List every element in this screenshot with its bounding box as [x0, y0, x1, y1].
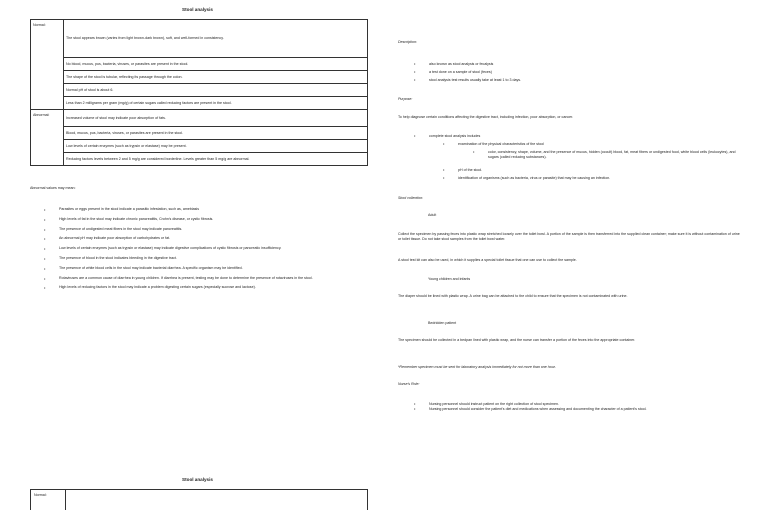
normal-label: Normal: [31, 20, 64, 110]
list-item: • pH of the stool. [443, 166, 743, 174]
description-list [414, 60, 754, 84]
kit-text: A stool test kit can also be used, in which it supplies a special toilet tissue that one can use to collect the sample. [398, 258, 577, 262]
list-item: • The presence of blood in the stool indicates bleeding in the digestive tract. [44, 254, 366, 264]
infant-heading: Young children and infants [428, 277, 471, 281]
page3-table [30, 489, 368, 510]
list-item: • also known as stool analysis or fecalysis [414, 60, 754, 68]
abnormal-row: Low levels of certain enzymes (such as trypsin or elastase) may be present. [64, 140, 368, 153]
list-item: • The presence of undigested meat fibers in the stool may indicate pancreatitis. [44, 225, 366, 235]
normal-row: Normal pH of stool is about 6. [64, 84, 368, 97]
purpose-sublist-2 [443, 166, 743, 182]
adult-text: Collect the specimen by passing feces into plastic wrap stretched loosely over the toilet bowl. A portion of the sample is then transferred into the supplied clean container; make sure it is without contamination of urine or toilet tissue. Do not take stool samples from the toilet bowl water. [398, 232, 740, 241]
bedridden-text: The specimen should be collected in a bedpan lined with plastic wrap, and the nurse can transfer a portion of the feces into the appropriate container. [398, 338, 636, 342]
list-item: • identification of organisms (such as bacteria, virus or parasite) that may be causing an infection. [443, 174, 743, 182]
list-item: • The presence of white blood cells in the stool may indicate bacterial diarrhea. A specific organism may be identified. [44, 264, 366, 274]
list-item: • stool analysis test results usually take at least 1 to 3 days. [414, 76, 754, 84]
infant-text: The diaper should be lined with plastic wrap. A urine bag can be attached to the child to ensure that the specimen is not contaminated with urine. [398, 294, 628, 298]
page3-normal-label: Normal: [34, 493, 47, 497]
list-item: • Nursing personnel should consider the patient's diet and medications when assessing and documenting the character of a patient's stool. [414, 407, 744, 412]
page3-column-divider [65, 490, 66, 510]
list-item: • An abnormal pH may indicate poor absorption of carbohydrates or fat. [44, 234, 366, 244]
list-item: • Low levels of certain enzymes (such as trypsin or elastase) may indicate digestive complications of cystic fibrosis or pancreatic insufficiency. [44, 244, 366, 254]
list-item: • color, consistency, shape, volume, and the presence of mucus, hidden (occult) blood, fat, meat fibers or undigested food, white blood cells (leukocytes), and sugars (called reducing substances). [473, 150, 743, 159]
purpose-text: To help diagnose certain conditions affecting the digestive tract, including infection, poor absorption, or cancer. [398, 115, 574, 119]
page1-title: Stool analysis [182, 7, 213, 12]
abnormal-label: Abnormal: [31, 110, 64, 166]
remember-note: *Remember specimen must be sent for laboratory analysis immediately for not more than one hour. [398, 365, 556, 369]
list-item: • Rotaviruses are a common cause of diarrhea in young children. If diarrhea is present, testing may be done to determine the presence of rotaviruses in the stool. [44, 274, 366, 284]
description-heading: Description: [398, 40, 417, 44]
abnormal-intro: Abnormal values may mean: [30, 186, 76, 190]
list-item: • Nursing personnel should instruct patient on the right collection of stool specimen. [414, 402, 744, 407]
purpose-detail-list [473, 150, 743, 159]
list-item: • examination of the physical characteristics of the stool [443, 142, 743, 147]
collection-heading: Stool collection: [398, 196, 424, 200]
normal-row: Less than 2 milligrams per gram (mg/g) of certain sugars called reducing factors are present in the stool. [64, 97, 368, 110]
list-item: • a test done on a sample of stool (feces) [414, 68, 754, 76]
normal-row: No blood, mucus, pus, bacteria, viruses, or parasites are present in the stool. [64, 58, 368, 71]
purpose-sublist [443, 142, 743, 147]
bedridden-heading: Bedridden patient [428, 321, 457, 325]
normal-row: The stool appears brown (varies from light brown-dark brown), soft, and well-formed in consistency. [64, 20, 368, 58]
adult-heading: Adult [428, 213, 437, 217]
normal-row: The shape of the stool is tubular, reflecting its passage through the colon. [64, 71, 368, 84]
list-item: • Parasites or eggs present in the stool indicate a parasitic infestation, such as, amebiasis [44, 205, 366, 215]
normal-abnormal-table [30, 19, 368, 166]
abnormal-row: Reducing factors levels between 2 and 5 mg/g are considered borderline. Levels greater than 5 mg/g are abnormal. [64, 153, 368, 166]
nurse-role-heading: Nurse's Role: [398, 382, 420, 386]
abnormal-meanings-list [44, 205, 366, 293]
list-item: • High levels of reducing factors in the stool may indicate a problem digesting certain sugars (especially sucrose and lactose). [44, 283, 366, 293]
list-item: • High levels of fat in the stool may indicate chronic pancreatitis, Crohn's disease, or cystic fibrosis. [44, 215, 366, 225]
page3-title: Stool analysis [182, 477, 213, 482]
list-item: • complete stool analysis includes [414, 134, 744, 139]
purpose-heading: Purpose: [398, 97, 413, 101]
abnormal-row: Increased volume of stool may indicate poor absorption of fats. [64, 110, 368, 127]
purpose-list [414, 134, 744, 139]
nurse-role-list [414, 402, 744, 411]
abnormal-row: Blood, mucus, pus, bacteria, viruses, or parasites are present in the stool. [64, 127, 368, 140]
